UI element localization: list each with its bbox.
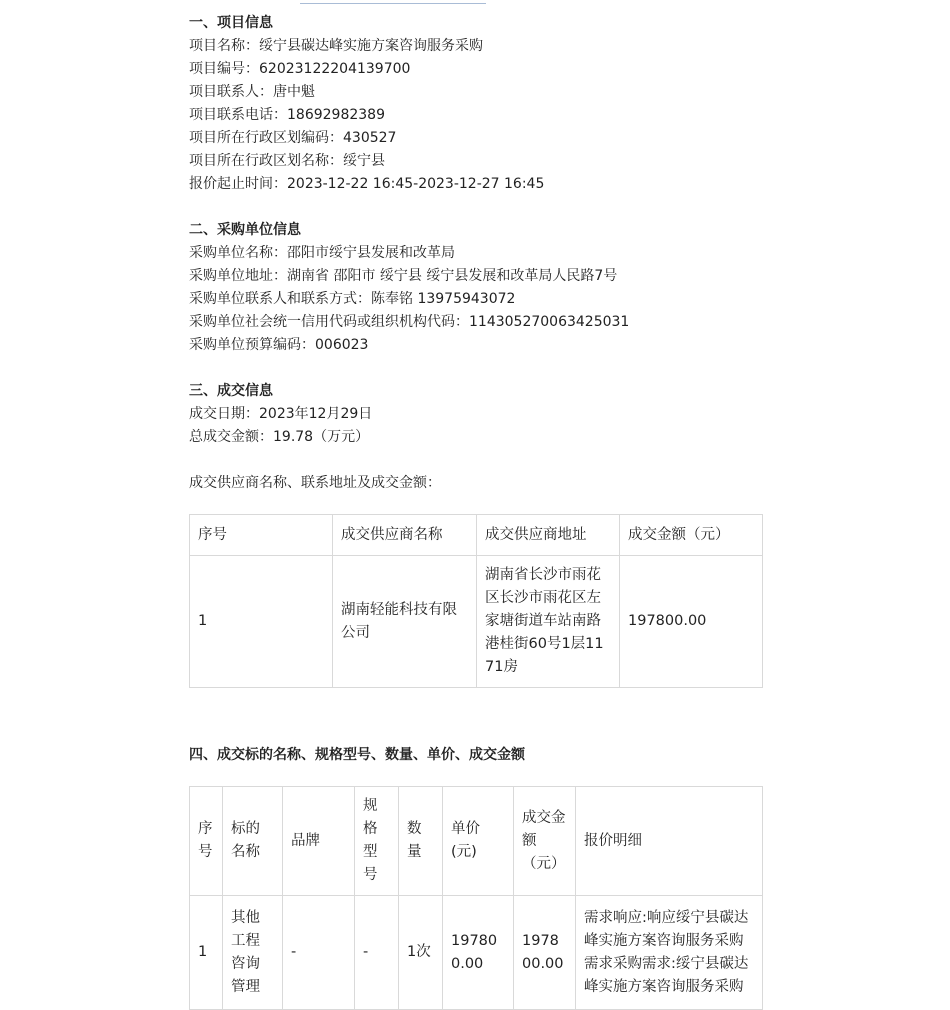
cell-index: 1 xyxy=(190,556,333,688)
purchaser-credit-code: 采购单位社会统一信用代码或组织机构代码：114305270063425031 xyxy=(189,314,630,330)
cell-amount: 197800.00 xyxy=(620,556,763,688)
section-heading-deal: 三、成交信息 xyxy=(189,383,273,399)
purchaser-name: 采购单位名称：邵阳市绥宁县发展和改革局 xyxy=(189,245,455,261)
cell-spec: - xyxy=(355,896,399,1010)
col-header-amount: 成交金额（元） xyxy=(620,515,763,556)
purchaser-budget-code: 采购单位预算编码：006023 xyxy=(189,337,369,353)
cell-deal-amount: 197800.00 xyxy=(514,896,576,1010)
region-code: 项目所在行政区划编码：430527 xyxy=(189,130,397,146)
cell-item-name: 其他工程咨询管理 xyxy=(223,896,283,1010)
col-header-supplier-name: 成交供应商名称 xyxy=(333,515,477,556)
cell-brand: - xyxy=(283,896,355,1010)
quote-period: 报价起止时间：2023-12-22 16:45-2023-12-27 16:45 xyxy=(189,176,545,192)
supplier-intro: 成交供应商名称、联系地址及成交金额： xyxy=(189,475,441,491)
purchaser-contact: 采购单位联系人和联系方式：陈奉铭 13975943072 xyxy=(189,291,516,307)
table-header-row xyxy=(190,515,763,556)
supplier-table xyxy=(189,514,763,688)
col-header-index: 序号 xyxy=(190,515,333,556)
project-phone: 项目联系电话：18692982389 xyxy=(189,107,385,123)
table-header-row xyxy=(190,787,763,896)
deal-date: 成交日期：2023年12月29日 xyxy=(189,406,373,422)
project-contact: 项目联系人：唐中魁 xyxy=(189,84,315,100)
col-header-index: 序号 xyxy=(190,787,223,896)
col-header-deal-amount: 成交金额（元） xyxy=(514,787,576,896)
table-row xyxy=(190,556,763,688)
region-name: 项目所在行政区划名称：绥宁县 xyxy=(189,153,385,169)
cell-unit-price: 197800.00 xyxy=(443,896,514,1010)
col-header-quote-detail: 报价明细 xyxy=(576,787,763,896)
section-heading-purchaser: 二、采购单位信息 xyxy=(189,222,301,238)
items-table xyxy=(189,786,763,1010)
cell-index: 1 xyxy=(190,896,223,1010)
col-header-item-name: 标的名称 xyxy=(223,787,283,896)
project-name: 项目名称：绥宁县碳达峰实施方案咨询服务采购 xyxy=(189,38,483,54)
cell-quantity: 1次 xyxy=(399,896,443,1010)
table-row xyxy=(190,896,763,1010)
cell-quote-detail: 需求响应:响应绥宁县碳达峰实施方案咨询服务采购需求采购需求:绥宁县碳达峰实施方案咨询服务采购 xyxy=(576,896,763,1010)
purchaser-address: 采购单位地址：湖南省 邵阳市 绥宁县 绥宁县发展和改革局人民路7号 xyxy=(189,268,618,284)
project-number: 项目编号：62023122204139700 xyxy=(189,61,411,77)
col-header-unit-price: 单价(元) xyxy=(443,787,514,896)
section-heading-items: 四、成交标的名称、规格型号、数量、单价、成交金额 xyxy=(189,747,525,763)
col-header-spec: 规格型号 xyxy=(355,787,399,896)
col-header-quantity: 数量 xyxy=(399,787,443,896)
deal-total: 总成交金额：19.78（万元） xyxy=(189,429,370,445)
section-heading-project-info: 一、项目信息 xyxy=(189,15,273,31)
col-header-brand: 品牌 xyxy=(283,787,355,896)
announcement-body xyxy=(189,12,764,1010)
top-divider xyxy=(300,3,486,4)
col-header-supplier-address: 成交供应商地址 xyxy=(477,515,620,556)
cell-supplier-address: 湖南省长沙市雨花区长沙市雨花区左家塘街道车站南路港桂街60号1层1171房 xyxy=(477,556,620,688)
cell-supplier-name: 湖南轻能科技有限公司 xyxy=(333,556,477,688)
